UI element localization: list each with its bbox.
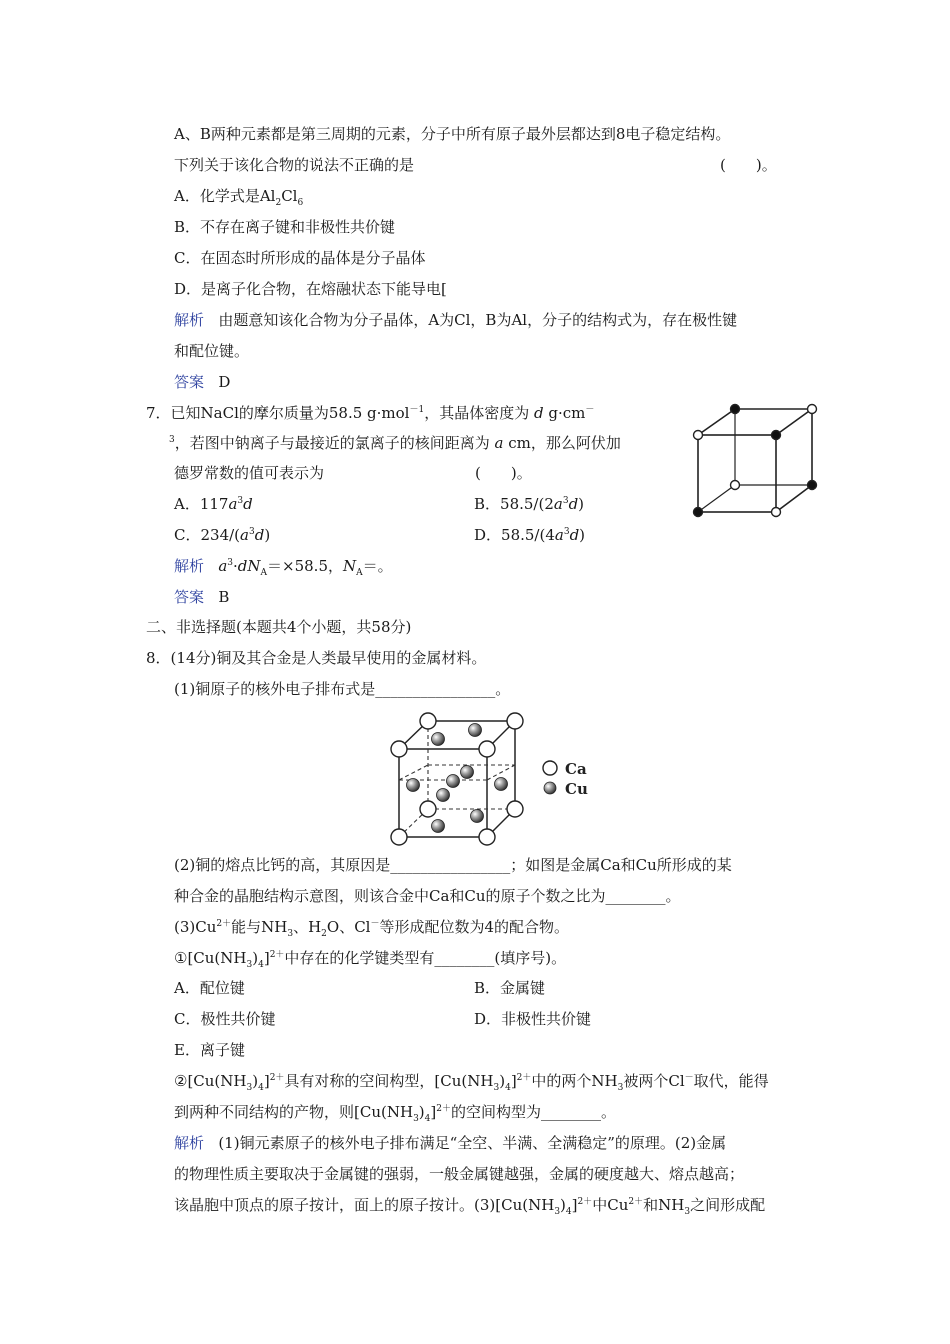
legend-ca-label: Ca — [565, 760, 587, 778]
q7-option-b — [474, 494, 584, 514]
ca-atom — [420, 713, 436, 729]
ca-atom — [507, 713, 523, 729]
q7-line1-b: ，其晶体密度为 — [424, 404, 530, 422]
nacl-ion-light — [694, 431, 703, 440]
cu-atom — [447, 775, 460, 788]
q8-analysis-line2: 的物理性质主要取决于金属键的强弱，一般金属键越强，金属的硬度越大、熔点越高； — [174, 1165, 745, 1183]
q8-p3-d: O、Cl — [326, 918, 371, 936]
q8-p3-sup2: － — [370, 919, 380, 929]
q7-line2-a: ，若图中钠离子与最接近的氯离子的核间距离为 — [174, 434, 490, 452]
q7-stem-line3: 德罗常数的值可表示为 — [174, 464, 325, 482]
q7-an-n1: N — [247, 557, 261, 575]
q6-option-a-sub1: 2 — [275, 198, 282, 208]
q8-q2-e: ) — [499, 1072, 506, 1090]
q7-opt-a-sup: 3 — [237, 496, 244, 506]
q7-opt-c-a: a — [240, 526, 249, 544]
q6-stem-line1: A、B两种元素都是第三周期的元素，分子中所有原子最外层都达到8电子稳定结构。 — [174, 125, 731, 143]
q8-title: 8．(14分)铜及其合金是人类最早使用的金属材料。 — [146, 649, 487, 667]
q6-answer-label: 答案 — [174, 373, 205, 391]
nacl-ion-dark — [808, 481, 817, 490]
q7-option-a — [174, 494, 253, 514]
q7-opt-a-prefix: A．117 — [174, 495, 229, 513]
q8-p3-sub2: 2 — [321, 929, 327, 939]
cu-atom — [469, 724, 482, 737]
nacl-ion-dark — [731, 405, 740, 414]
q7-answer — [174, 587, 229, 607]
q8-q2l2-sup: 2＋ — [436, 1104, 451, 1114]
q8-q2-sub4: 4 — [505, 1083, 511, 1093]
q8-q2-a: ②[Cu(NH — [174, 1072, 247, 1090]
q7-an-d: d — [237, 557, 248, 575]
q7-stem-line2 — [169, 433, 621, 453]
q7-an-sup: 3 — [227, 558, 234, 568]
cu-atom — [471, 810, 484, 823]
q7-opt-c-d: d — [254, 526, 265, 544]
q8-part3 — [174, 917, 569, 937]
q7-opt-b-d: d — [568, 495, 579, 513]
q7-answer-value: B — [218, 588, 230, 606]
q6-answer — [174, 372, 230, 392]
cu-atom — [432, 820, 445, 833]
q7-opt-b-end: ) — [578, 495, 585, 513]
q8-q1-d: 中存在的化学键类型有________(填序号)。 — [284, 949, 567, 967]
q7-line1-sup1: －1 — [409, 405, 425, 415]
q8-q1-sup: 2＋ — [269, 950, 285, 960]
q7-analysis — [174, 556, 393, 576]
ca-atom — [507, 801, 523, 817]
q6-analysis-label: 解析 — [174, 311, 205, 329]
q7-opt-b-prefix: B．58.5/(2 — [474, 495, 554, 513]
q6-option-d: D．是离子化合物，在熔融状态下能导电[ — [174, 280, 447, 298]
q8-p3-c: 、H — [293, 918, 322, 936]
q6-stem-line2: 下列关于该化合物的说法不正确的是 — [174, 156, 415, 174]
q7-option-c — [174, 525, 270, 545]
q8-q2-sub1: 3 — [246, 1083, 253, 1093]
ca-atom — [420, 801, 436, 817]
q7-opt-d-sup: 3 — [563, 527, 570, 537]
q8-q2l2-c: ] — [430, 1103, 437, 1121]
q7-line1-a: 7．已知NaCl的摩尔质量为58.5 g·mol — [146, 404, 410, 422]
q7-line2-sup: 3 — [169, 435, 175, 445]
q7-an-a: a — [218, 557, 228, 575]
q7-stem-line1 — [146, 403, 594, 423]
q6-option-a-sub2: 6 — [297, 198, 304, 208]
nacl-ion-dark — [772, 431, 781, 440]
q7-opt-c-sup: 3 — [248, 527, 255, 537]
nacl-ion-dark — [694, 508, 703, 517]
q7-opt-c-end: ) — [264, 526, 271, 544]
q6-answer-value: D — [218, 373, 231, 391]
q7-answer-bracket: ( )。 — [475, 464, 532, 482]
q7-opt-d-end: ) — [579, 526, 586, 544]
q7-an-mid: ＝×58.5， — [267, 557, 343, 575]
q8-q2-d: 具有对称的空间构型，[Cu(NH — [284, 1072, 494, 1090]
cu-atom — [407, 779, 420, 792]
q8-q2-c: ] — [263, 1072, 270, 1090]
nacl-edge-br — [776, 485, 812, 512]
q6-option-c: C．在固态时所形成的晶体是分子晶体 — [174, 249, 426, 267]
nacl-edge-bl — [698, 485, 735, 512]
q7-opt-c-prefix: C．234/( — [174, 526, 241, 544]
cu-atom — [495, 778, 508, 791]
q8-part2-line1: (2)铜的熔点比钙的高，其原因是________________；如图是金属Ca和Cu所形成的某 — [174, 856, 732, 874]
ca-cu-unit-cell-figure — [383, 706, 593, 851]
q8-q2-b: ) — [252, 1072, 259, 1090]
q8-q1-sub1: 3 — [246, 960, 253, 970]
q7-opt-b-a: a — [553, 495, 563, 513]
q6-option-a-prefix: A．化学式是Al — [174, 187, 276, 205]
q8-q2-sub2: 4 — [258, 1083, 264, 1093]
q7-opt-d-a: a — [554, 526, 564, 544]
q7-an-end: ＝。 — [362, 557, 393, 575]
q8-q2-i: 取代，能得 — [693, 1072, 769, 1090]
q8-option-a: A．配位键 — [174, 979, 245, 997]
cu-atom — [461, 766, 474, 779]
q8-an3-sub3: 3 — [684, 1207, 691, 1217]
q8-an3-sub1: 3 — [554, 1207, 561, 1217]
section-two-heading: 二、非选择题(本题共4个小题，共58分) — [146, 618, 412, 636]
q8-option-d: D．非极性共价键 — [474, 1010, 592, 1028]
q8-q2-sub3: 3 — [493, 1083, 500, 1093]
q8-an3-c: ] — [571, 1196, 578, 1214]
q6-option-a-mid: Cl — [281, 187, 298, 205]
q8-q2l2-a: 到两种不同结构的产物，则[Cu(NH — [174, 1103, 414, 1121]
q8-an3-sup1: 2＋ — [577, 1197, 593, 1207]
q8-q2l2-sub1: 3 — [413, 1114, 419, 1124]
legend-ca-marker — [543, 761, 557, 775]
q8-q1-sub2: 4 — [258, 960, 264, 970]
legend-cu-label: Cu — [565, 780, 588, 798]
q7-line1-d: d — [534, 404, 544, 422]
q8-q2-h: 被两个Cl — [623, 1072, 685, 1090]
nacl-ion-light — [772, 508, 781, 517]
q8-analysis-label: 解析 — [174, 1134, 205, 1152]
q7-an-n2: N — [343, 557, 357, 575]
q7-opt-b-sup: 3 — [562, 496, 569, 506]
q7-opt-d-d: d — [569, 526, 580, 544]
q7-line1-c: g·cm — [548, 404, 586, 422]
q8-an3-e: 和NH — [643, 1196, 685, 1214]
q7-an-sub1: A — [260, 568, 268, 578]
cu-atom — [437, 789, 450, 802]
cacu-mid-left — [399, 765, 428, 780]
q8-q2-sub5: 3 — [617, 1083, 624, 1093]
q8-subq2-line2 — [174, 1102, 616, 1122]
q8-part1: (1)铜原子的核外电子排布式是________________。 — [174, 680, 511, 698]
q8-an3-sub2: 4 — [565, 1207, 572, 1217]
q6-analysis-line1 — [174, 310, 737, 330]
q7-opt-a-d: d — [243, 495, 253, 513]
q8-p3-a: (3)Cu — [174, 918, 217, 936]
q8-subq2-line1 — [174, 1071, 769, 1091]
q8-q2-sup3: － — [684, 1073, 694, 1083]
q8-p3-sub1: 3 — [287, 929, 294, 939]
q8-q1-c: ] — [263, 949, 270, 967]
q8-p3-b: 能与NH — [231, 918, 288, 936]
q8-subq1 — [174, 948, 566, 968]
q8-q1-b: ) — [252, 949, 259, 967]
q6-option-a — [174, 186, 303, 206]
q6-answer-bracket: ( )。 — [720, 156, 777, 174]
q8-analysis-line3 — [174, 1195, 765, 1215]
q8-p3-sup: 2＋ — [216, 919, 232, 929]
q6-analysis-text1: 由题意知该化合物为分子晶体，A为Cl，B为Al，分子的结构式为，存在极性键 — [218, 311, 738, 329]
q8-p3-e: 等形成配位数为4的配合物。 — [379, 918, 570, 936]
q8-an3-f: 之间形成配 — [690, 1196, 766, 1214]
ca-atom — [391, 741, 407, 757]
q7-an-sub2: A — [356, 568, 363, 578]
nacl-ion-light — [808, 405, 817, 414]
q7-analysis-label: 解析 — [174, 557, 205, 575]
q8-an3-a: 该晶胞中顶点的原子按计，面上的原子按计。(3)[Cu(NH — [174, 1196, 555, 1214]
q8-q2l2-d: 的空间构型为________。 — [450, 1103, 616, 1121]
q8-an3-d: 中Cu — [592, 1196, 629, 1214]
q8-q2l2-sub2: 4 — [424, 1114, 431, 1124]
ca-atom — [391, 829, 407, 845]
nacl-edge-tl — [698, 409, 735, 435]
q8-q2-sup1: 2＋ — [269, 1073, 285, 1083]
q6-analysis-line2: 和配位键。 — [174, 342, 250, 360]
q7-opt-d-prefix: D．58.5/(4 — [474, 526, 555, 544]
q8-analysis-line1 — [174, 1133, 726, 1153]
q8-an3-b: ) — [560, 1196, 566, 1214]
ca-atom — [479, 829, 495, 845]
q8-q2-g: 中的两个NH — [531, 1072, 618, 1090]
q8-part2-line2: 种合金的晶胞结构示意图，则该合金中Ca和Cu的原子个数之比为________。 — [174, 887, 681, 905]
q8-an-text1: (1)铜元素原子的核外电子排布满足“全空、半满、全满稳定”的原理。(2)金属 — [218, 1134, 727, 1152]
ca-atom — [479, 741, 495, 757]
q8-q1-a: ①[Cu(NH — [174, 949, 247, 967]
q7-line2-b: cm，那么阿伏加 — [508, 434, 621, 452]
q6-option-b: B．不存在离子键和非极性共价键 — [174, 218, 396, 236]
q8-q2-sup2: 2＋ — [516, 1073, 532, 1083]
legend-cu-marker — [544, 782, 556, 794]
q8-q2-f: ] — [510, 1072, 517, 1090]
q7-line1-sup2: － — [585, 405, 595, 415]
nacl-edge-tr — [776, 409, 812, 435]
q8-option-e: E．离子键 — [174, 1041, 245, 1059]
q8-option-c: C．极性共价键 — [174, 1010, 276, 1028]
q8-option-b: B．金属键 — [474, 979, 546, 997]
nacl-unit-cell-figure — [685, 400, 820, 525]
q8-q2l2-b: ) — [418, 1103, 425, 1121]
nacl-front-face — [698, 435, 776, 512]
q7-answer-label: 答案 — [174, 588, 205, 606]
q7-opt-a-a: a — [228, 495, 238, 513]
q7-line2-var: a — [494, 434, 504, 452]
q8-an3-sup2: 2＋ — [628, 1197, 644, 1207]
q7-option-d — [474, 525, 585, 545]
cu-atom — [432, 733, 445, 746]
nacl-ion-light — [731, 481, 740, 490]
q7-an-dot: · — [233, 557, 238, 575]
